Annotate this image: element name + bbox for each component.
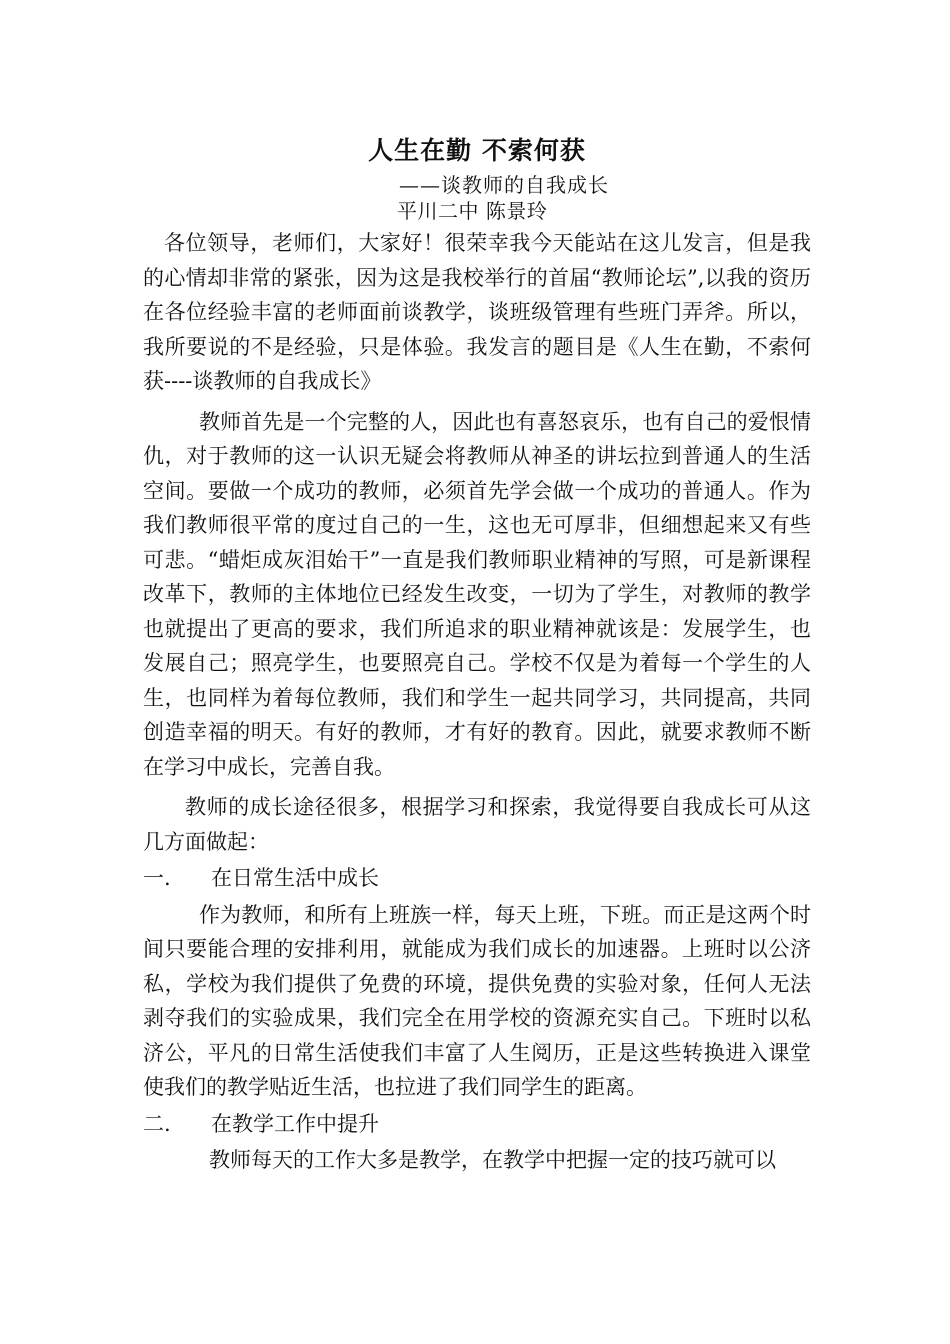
paragraph-growth-paths: 教师的成长途径很多，根据学习和探索，我觉得要自我成长可从这几方面做起： (143, 795, 811, 854)
section-title-2: 在教学工作中提升 (211, 1111, 379, 1136)
paragraph-teacher-growth: 教师首先是一个完整的人，因此也有喜怒哀乐，也有自己的爱恨情仇，对于教师的这一认识无疑会将教师从神圣的讲坛拉到普通人的生活空间。要做一个成功的教师，必须首先学会做一个成功的普通人。作为我们教师很平常的度过自己的一生，这也无可厚非，但细想起来又有些可悲。“蜡炬成灰泪始干”一直是我们教师职业精神的写照，可是新课程改革下，教师的主体地位已经发生改变，一切为了学生，对教师的教学也就提出了更高的要求，我们所追求的职业精神就该是：发展学生，也发展自己；照亮学生，也要照亮自己。学校不仅是为着每一个学生的人生，也同样为着每位教师，我们和学生一起共同学习，共同提高，共同创造幸福的明天。有好的教师，才有好的教育。因此，就要求教师不断在学习中成长，完善自我。 (143, 409, 811, 779)
document-body (143, 130, 811, 1178)
paragraph-daily-life: 作为教师，和所有上班族一样，每天上班，下班。而正是这两个时间只要能合理的安排利用，就能成为我们成长的加速器。上班时以公济私，学校为我们提供了免费的环境，提供免费的实验对象，任何人无法剥夺我们的实验成果，我们完全在用学校的资源充实自己。下班时以私济公，平凡的日常生活使我们丰富了人生阅历，正是这些转换进入课堂使我们的教学贴近生活，也拉进了我们同学生的距离。 (143, 902, 811, 1099)
section-number-2: 二. (143, 1111, 171, 1136)
document-subtitle: ——谈教师的自我成长 (399, 173, 609, 197)
section-heading-2 (143, 1107, 811, 1142)
section-heading-1 (143, 861, 811, 896)
section-number-1: 一. (143, 866, 171, 890)
paragraph-teaching-work: 教师每天的工作大多是教学，在教学中把握一定的技巧就可以 (209, 1148, 776, 1172)
document-title: 人生在勤 不索何获 (368, 136, 586, 165)
section-title-1: 在日常生活中成长 (211, 866, 379, 890)
paragraph-greeting: 各位领导，老师们，大家好！很荣幸我今天能站在这儿发言，但是我的心情却非常的紧张，因为这是我校举行的首届“教师论坛”,以我的资历在各位经验丰富的老师面前谈教学，谈班级管理有些班门弄斧。所以，我所要说的不是经验，只是体验。我发言的题目是《人生在勤，不索何获----谈教师的自我成长》 (143, 231, 811, 393)
document-author: 平川二中 陈景玲 (397, 199, 548, 223)
